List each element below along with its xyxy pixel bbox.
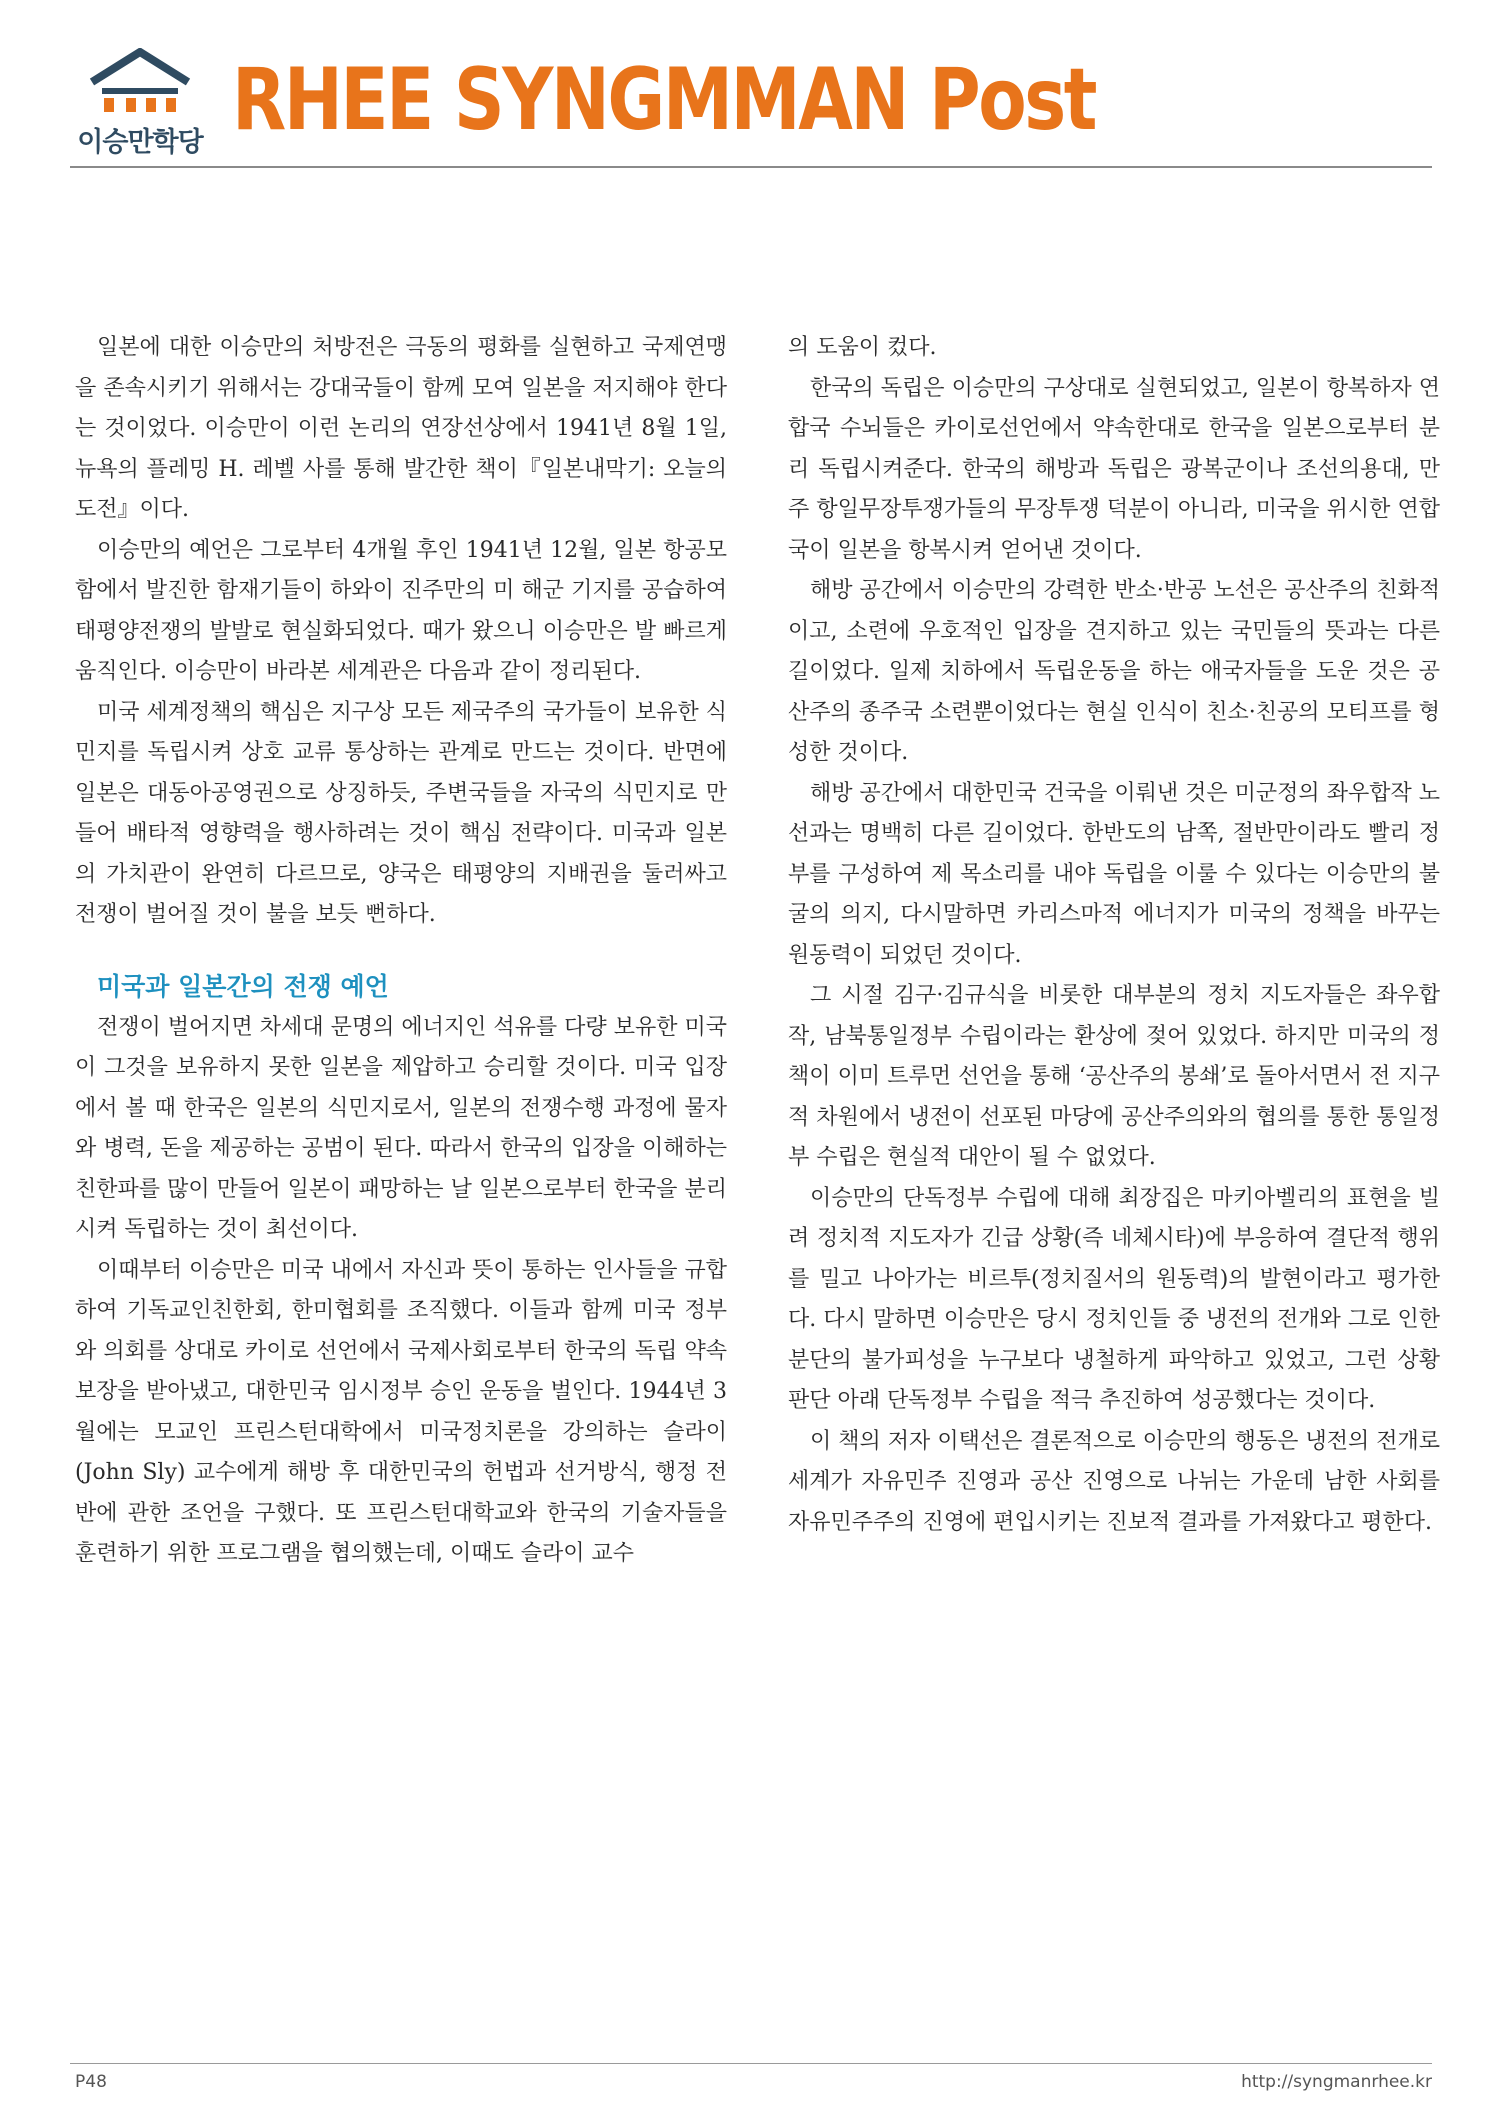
left-column — [75, 328, 727, 1575]
right-column — [788, 328, 1440, 1543]
paragraph: 일본에 대한 이승만의 처방전은 극동의 평화를 실현하고 국제연맹을 존속시키기 위해서는 강대국들이 함께 모여 일본을 저지해야 한다는 것이었다. 이승만이 이런 논리의 연장선상에서 1941년 8월 1일, 뉴욕의 플레밍 H. 레벨 사를 통해 발간한 책이『일본내막기: 오늘의 도전』이다. — [75, 335, 727, 522]
publication-title: RHEE SYNGMMAN Post — [232, 50, 1096, 150]
header-divider — [70, 166, 1432, 168]
house-icon — [88, 48, 192, 118]
logo — [70, 48, 210, 163]
paragraph: 한국의 독립은 이승만의 구상대로 실현되었고, 일본이 항복하자 연합국 수뇌들은 카이로선언에서 약속한대로 한국을 일본으로부터 분리 독립시켜준다. 한국의 해방과 독립은 광복군이나 조선의용대, 만주 항일무장투쟁가들의 무장투쟁 덕분이 아니라, 미국을 위시한 연합국이 일본을 항복시켜 얻어낸 것이다. — [788, 375, 1440, 563]
logo-text: 이승만학당 — [77, 127, 203, 158]
paragraph: 이 책의 저자 이택선은 결론적으로 이승만의 행동은 냉전의 전개로 세계가 자유민주 진영과 공산 진영으로 나뉘는 가운데 남한 사회를 자유민주주의 진영에 편입시키는 진보적 결과를 가져왔다고 평한다. — [788, 1428, 1440, 1535]
paragraph: 해방 공간에서 이승만의 강력한 반소·반공 노선은 공산주의 친화적이고, 소련에 우호적인 입장을 견지하고 있는 국민들의 뜻과는 다른 길이었다. 일제 치하에서 독립운동을 하는 애국자들을 도운 것은 공산주의 종주국 소련뿐이었다는 현실 인식이 친소·친공의 모티프를 형성한 것이다. — [788, 578, 1440, 765]
paragraph: 미국 세계정책의 핵심은 지구상 모든 제국주의 국가들이 보유한 식민지를 독립시켜 상호 교류 통상하는 관계로 만드는 것이다. 반면에 일본은 대동아공영권으로 상징하듯, 주변국들을 자국의 식민지로 만들어 배타적 영향력을 행사하려는 것이 핵심 전략이다. 미국과 일본의 가치관이 완연히 다르므로, 양국은 태평양의 지배권을 둘러싸고 전쟁이 벌어질 것이 불을 보듯 뻔하다. — [75, 699, 727, 927]
paragraph: 그 시절 김구·김규식을 비롯한 대부분의 정치 지도자들은 좌우합작, 남북통일정부 수립이라는 환상에 젖어 있었다. 하지만 미국의 정책이 이미 트루먼 선언을 통해 ‘공산주의 봉쇄’로 돌아서면서 전 지구적 차원에서 냉전이 선포된 마당에 공산주의와의 협의를 통한 통일정부 수립은 현실적 대안이 될 수 없었다. — [788, 983, 1440, 1170]
paragraph: 이승만의 예언은 그로부터 4개월 후인 1941년 12월, 일본 항공모함에서 발진한 함재기들이 하와이 진주만의 미 해군 기지를 공습하여 태평양전쟁의 발발로 현실화되었다. 때가 왔으니 이승만은 발 빠르게 움직인다. 이승만이 바라본 세계관은 다음과 같이 정리된다. — [75, 537, 727, 684]
masthead — [0, 0, 1500, 170]
page-number: P48 — [75, 2072, 107, 2092]
paragraph: 이때부터 이승만은 미국 내에서 자신과 뜻이 통하는 인사들을 규합하여 기독교인친한회, 한미협회를 조직했다. 이들과 함께 미국 정부와 의회를 상대로 카이로 선언에서 국제사회로부터 한국의 독립 약속 보장을 받아냈고, 대한민국 임시정부 승인 운동을 벌인다. 1944년 3월에는 모교인 프린스턴대학에서 미국정치론을 강의하는 슬라이(John Sly) 교수에게 해방 후 대한민국의 헌법과 선거방식, 행정 전반에 관한 조언을 구했다. 또 프린스턴대학교와 한국의 기술자들을 훈련하기 위한 프로그램을 협의했는데, 이때도 슬라이 교수 — [75, 1257, 727, 1566]
footer-divider — [70, 2063, 1432, 2064]
paragraph: 전쟁이 벌어지면 차세대 문명의 에너지인 석유를 다량 보유한 미국이 그것을 보유하지 못한 일본을 제압하고 승리할 것이다. 미국 입장에서 볼 때 한국은 일본의 식민지로서, 일본의 전쟁수행 과정에 물자와 병력, 돈을 제공하는 공범이 된다. 따라서 한국의 입장을 이해하는 친한파를 많이 만들어 일본이 패망하는 날 일본으로부터 한국을 분리시켜 독립하는 것이 최선이다. — [75, 1014, 727, 1242]
paragraph: 해방 공간에서 대한민국 건국을 이뤄낸 것은 미군정의 좌우합작 노선과는 명백히 다른 길이었다. 한반도의 남쪽, 절반만이라도 빨리 정부를 구성하여 제 목소리를 내야 독립을 이룰 수 있다는 이승만의 불굴의 의지, 다시말하면 카리스마적 에너지가 미국의 정책을 바꾸는 원동력이 되었던 것이다. — [788, 780, 1440, 968]
paragraph-continuation: 의 도움이 컸다. — [788, 335, 937, 360]
paragraph: 이승만의 단독정부 수립에 대해 최장집은 마키아벨리의 표현을 빌려 정치적 지도자가 긴급 상황(즉 네체시타)에 부응하여 결단적 행위를 밀고 나아가는 비르투(정치질서의 원동력)의 발현이라고 평가한다. 다시 말하면 이승만은 당시 정치인들 중 냉전의 전개와 그로 인한 분단의 불가피성을 누구보다 냉철하게 파악하고 있었고, 그런 상황 판단 아래 단독정부 수립을 적극 추진하여 성공했다는 것이다. — [788, 1185, 1440, 1413]
section-heading: 미국과 일본간의 전쟁 예언 — [97, 971, 389, 1001]
website-url: http://syngmanrhee.kr — [1241, 2072, 1432, 2092]
